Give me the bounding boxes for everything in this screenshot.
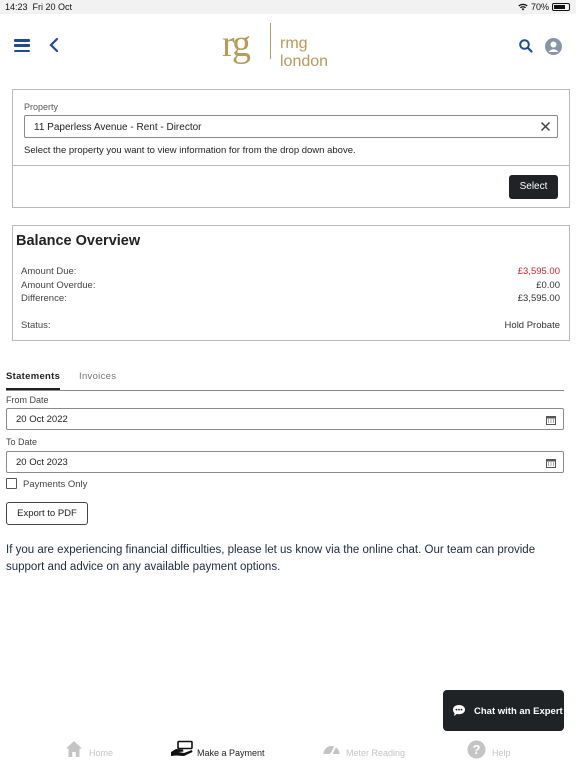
to-date-field[interactable] — [6, 451, 564, 473]
amount-due-label: Amount Due: — [21, 266, 77, 277]
wifi-icon — [518, 3, 528, 11]
payments-only-checkbox[interactable] — [6, 478, 17, 489]
logo-name: rmg london — [280, 35, 329, 70]
status-bar — [0, 0, 576, 14]
nav-help-label: Help — [492, 748, 511, 758]
from-date-field[interactable] — [6, 408, 564, 430]
payment-hand-icon — [170, 740, 194, 758]
nav-home[interactable] — [65, 740, 125, 762]
to-date-value: 20 Oct 2023 — [16, 457, 68, 468]
meter-icon — [322, 740, 341, 758]
nav-make-payment-label: Make a Payment — [197, 748, 265, 758]
status-label: Status: — [21, 320, 51, 331]
balance-overview-card — [12, 225, 570, 341]
nav-make-payment[interactable] — [170, 740, 275, 762]
chat-bubble-icon — [452, 704, 466, 717]
back-chevron-icon[interactable] — [46, 35, 62, 55]
status-right — [518, 2, 570, 12]
calendar-icon[interactable] — [546, 415, 556, 425]
financial-difficulty-message: If you are experiencing financial difficulties, please let us know via the online chat. Our team can provide support and advice on any available payment options. — [6, 544, 536, 573]
statement-tabs — [6, 368, 564, 391]
difference-row — [21, 293, 560, 304]
tab-statements[interactable]: Statements — [6, 371, 60, 390]
to-date-label: To Date — [6, 437, 38, 447]
calendar-icon[interactable] — [546, 458, 556, 468]
bottom-navigation — [0, 736, 576, 768]
nav-home-label: Home — [89, 748, 114, 758]
property-dropdown[interactable] — [24, 115, 558, 138]
amount-overdue-label: Amount Overdue: — [21, 280, 96, 291]
chat-with-expert-button[interactable] — [443, 690, 564, 731]
user-account-icon[interactable] — [545, 38, 562, 55]
chat-button-label: Chat with an Expert — [474, 706, 563, 717]
select-button[interactable]: Select — [509, 175, 558, 199]
status-value: Hold Probate — [504, 320, 560, 331]
property-selector-card — [12, 89, 570, 208]
export-pdf-button[interactable]: Export to PDF — [6, 502, 88, 525]
payments-only-label: Payments Only — [23, 479, 88, 490]
battery-percent: 70% — [530, 2, 549, 12]
property-selected-value: 11 Paperless Avenue - Rent - Director — [34, 122, 202, 133]
nav-meter-reading-label: Meter Reading — [346, 748, 406, 758]
amount-overdue-row — [21, 280, 560, 291]
from-date-label: From Date — [6, 395, 49, 405]
tab-invoices[interactable]: Invoices — [79, 371, 117, 382]
menu-icon[interactable] — [14, 39, 30, 52]
clear-icon[interactable] — [540, 121, 551, 132]
difference-label: Difference: — [21, 293, 67, 304]
logo-monogram: rg — [222, 23, 249, 65]
help-icon — [467, 740, 486, 759]
svg-text:?: ? — [472, 742, 481, 757]
status-time-date: 14:23 Fri 20 Oct — [5, 2, 73, 12]
amount-overdue-value: £0.00 — [536, 280, 560, 291]
card-divider — [13, 165, 569, 166]
home-icon — [65, 740, 83, 758]
property-hint: Select the property you want to view information for from the drop down above. — [24, 145, 356, 156]
property-label: Property — [24, 102, 59, 112]
app-header — [0, 14, 576, 78]
rmg-london-logo — [222, 20, 358, 72]
battery-icon — [552, 3, 570, 11]
nav-meter-reading[interactable] — [322, 740, 417, 762]
from-date-value: 20 Oct 2022 — [16, 414, 68, 425]
nav-help[interactable] — [467, 740, 517, 762]
amount-due-row — [21, 266, 560, 277]
balance-title: Balance Overview — [16, 233, 141, 249]
logo-divider — [270, 23, 271, 59]
difference-value: £3,595.00 — [517, 293, 560, 304]
search-icon[interactable] — [518, 38, 534, 54]
status-row — [21, 320, 560, 331]
amount-due-value: £3,595.00 — [517, 266, 560, 277]
